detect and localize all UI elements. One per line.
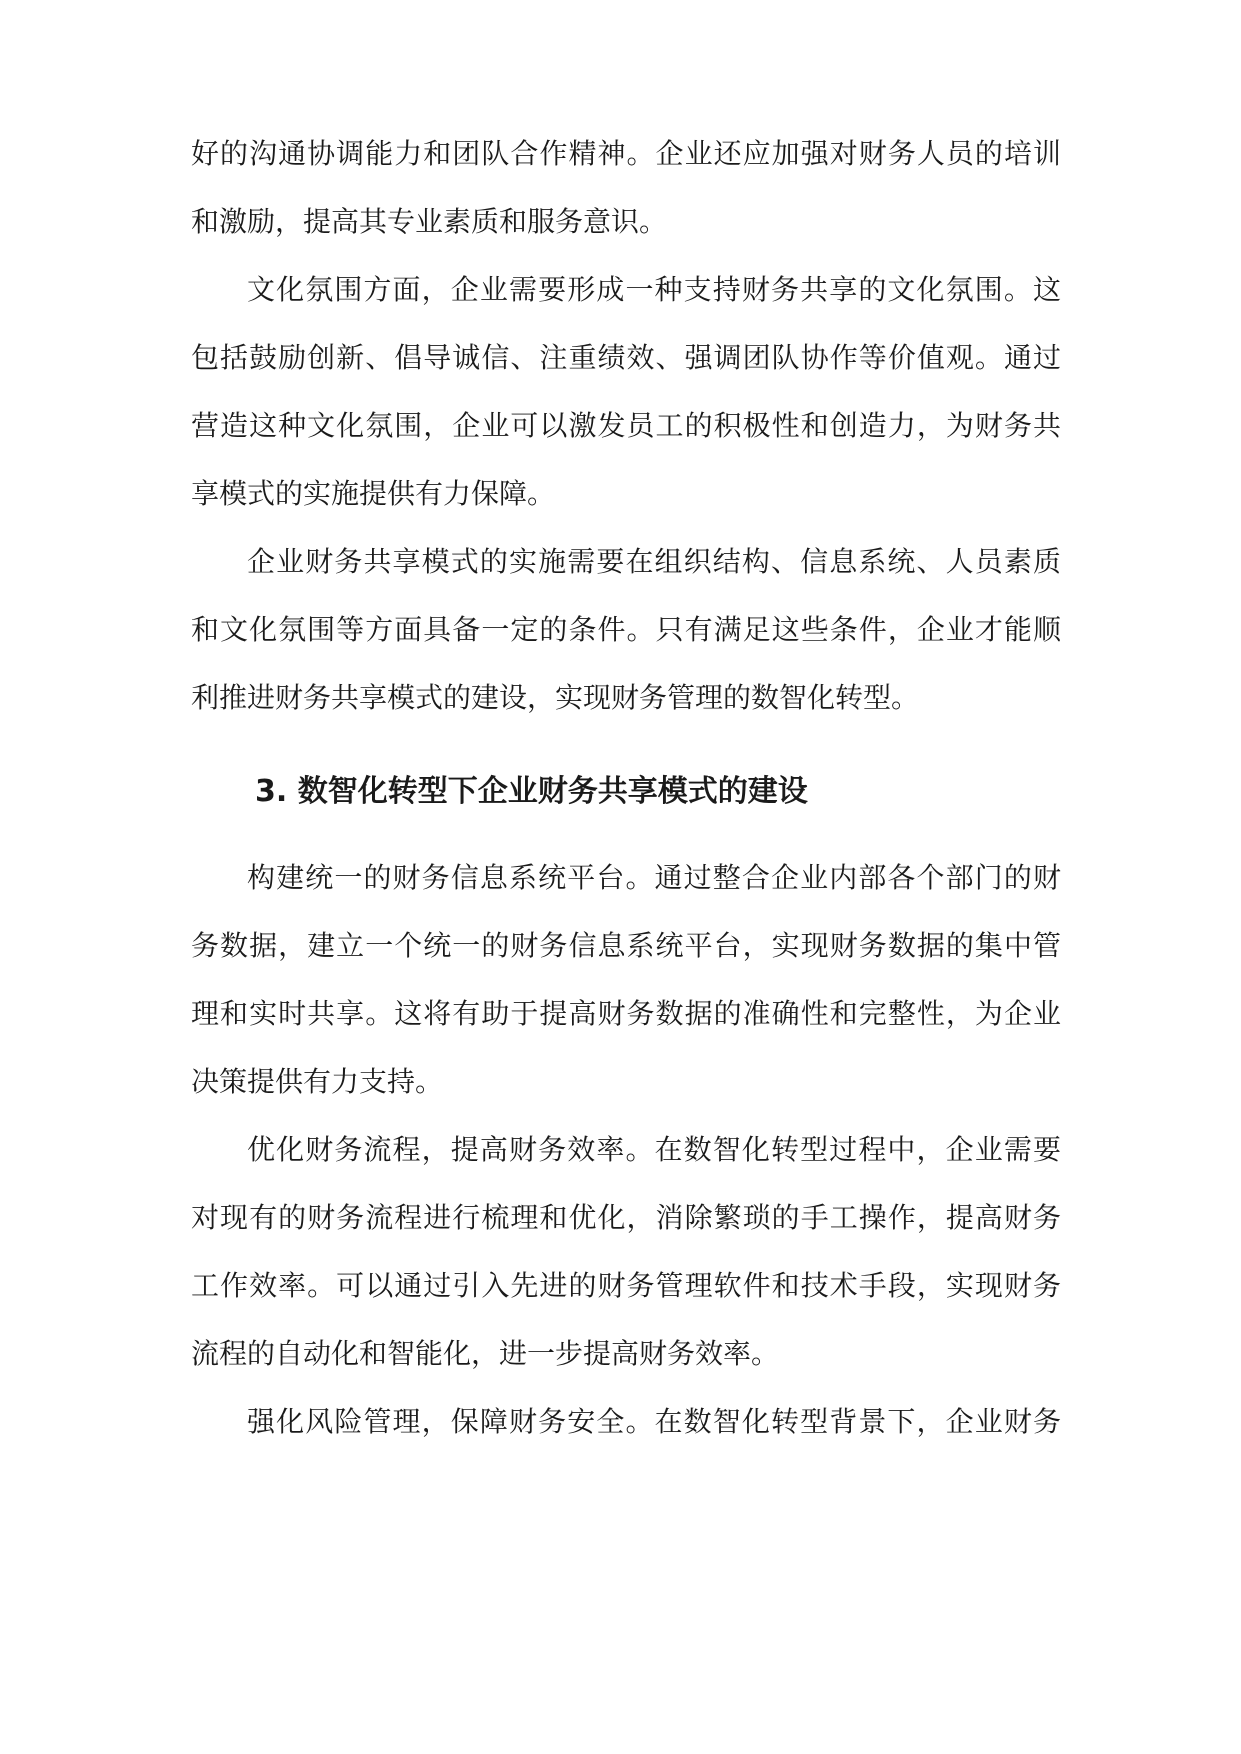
paragraph-1-line-1: 好的沟通协调能力和团队合作精神。企业还应加强对财务人员的培训 [191, 137, 1061, 170]
paragraph-4-line-2: 务数据，建立一个统一的财务信息系统平台，实现财务数据的集中管 [191, 929, 1061, 962]
paragraph-2-line-3: 营造这种文化氛围，企业可以激发员工的积极性和创造力，为财务共 [191, 409, 1061, 442]
paragraph-4-line-1: 构建统一的财务信息系统平台。通过整合企业内部各个部门的财 [247, 861, 1061, 894]
paragraph-2-line-1: 文化氛围方面，企业需要形成一种支持财务共享的文化氛围。这 [247, 273, 1061, 306]
paragraph-1-line-2: 和激励，提高其专业素质和服务意识。 [191, 205, 668, 238]
paragraph-2-line-2: 包括鼓励创新、倡导诚信、注重绩效、强调团队协作等价值观。通过 [191, 341, 1061, 374]
paragraph-3-line-3: 利推进财务共享模式的建设，实现财务管理的数智化转型。 [191, 681, 920, 714]
paragraph-2-line-4: 享模式的实施提供有力保障。 [191, 477, 556, 510]
paragraph-3-line-2: 和文化氛围等方面具备一定的条件。只有满足这些条件，企业才能顺 [191, 613, 1061, 646]
paragraph-5-line-4: 流程的自动化和智能化，进一步提高财务效率。 [191, 1337, 780, 1370]
paragraph-5-line-3: 工作效率。可以通过引入先进的财务管理软件和技术手段，实现财务 [191, 1269, 1061, 1302]
paragraph-3-line-1: 企业财务共享模式的实施需要在组织结构、信息系统、人员素质 [247, 545, 1061, 578]
paragraph-5-line-2: 对现有的财务流程进行梳理和优化，消除繁琐的手工操作，提高财务 [191, 1201, 1061, 1234]
paragraph-6-line-1: 强化风险管理，保障财务安全。在数智化转型背景下，企业财务 [247, 1405, 1061, 1438]
paragraph-4-line-4: 决策提供有力支持。 [191, 1065, 444, 1098]
paragraph-5-line-1: 优化财务流程，提高财务效率。在数智化转型过程中，企业需要 [247, 1133, 1061, 1166]
section-heading: 3. 数智化转型下企业财务共享模式的建设 [255, 774, 808, 809]
paragraph-4-line-3: 理和实时共享。这将有助于提高财务数据的准确性和完整性，为企业 [191, 997, 1061, 1030]
